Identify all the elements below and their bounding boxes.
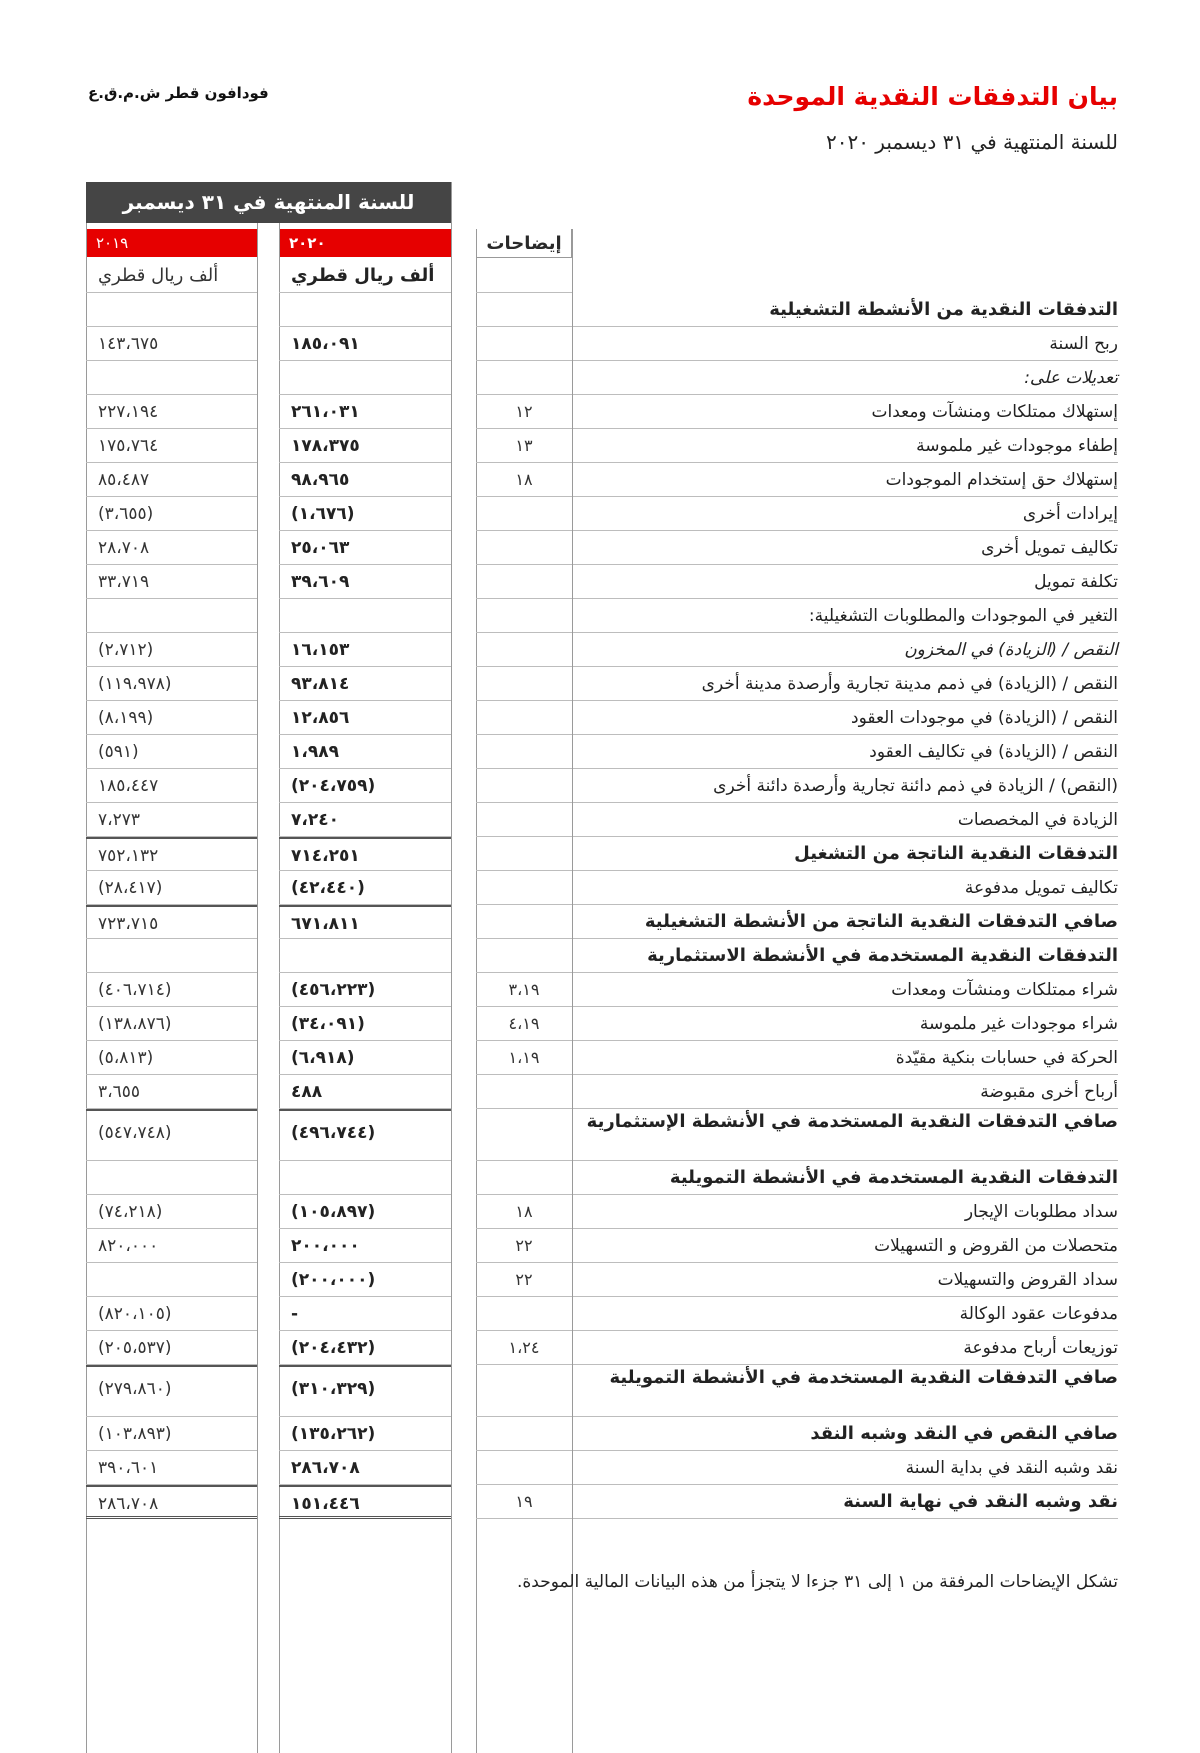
table-row (0, 1229, 1200, 1263)
unit-note-cell (476, 259, 572, 293)
row-value-2020 (279, 939, 451, 973)
row-note (476, 939, 572, 973)
row-value-2019: ٧٢٣،٧١٥ (86, 905, 257, 939)
row-note (476, 531, 572, 565)
table-row (0, 803, 1200, 837)
row-value-2019 (86, 1161, 257, 1195)
row-value-2019: ٧،٢٧٣ (86, 803, 257, 837)
table-row (0, 735, 1200, 769)
table-row (0, 463, 1200, 497)
row-label: متحصلات من القروض و التسهيلات (573, 1229, 1118, 1263)
row-note (476, 1297, 572, 1331)
row-value-2019: (٢٧٩،٨٦٠) (86, 1365, 257, 1417)
table-row (0, 1485, 1200, 1519)
row-value-2019 (86, 1263, 257, 1297)
table-row (0, 395, 1200, 429)
row-note (476, 701, 572, 735)
row-label: التدفقات النقدية من الأنشطة التشغيلية (573, 293, 1118, 327)
table-row (0, 939, 1200, 973)
row-value-2019: (١١٩،٩٧٨) (86, 667, 257, 701)
row-note (476, 1365, 572, 1417)
table-row (0, 531, 1200, 565)
row-note (476, 497, 572, 531)
row-value-2020: ٧١٤،٢٥١ (279, 837, 451, 871)
row-note (476, 1109, 572, 1161)
row-value-2019: ٨٥،٤٨٧ (86, 463, 257, 497)
row-value-2019: (٨،١٩٩) (86, 701, 257, 735)
table-row (0, 1297, 1200, 1331)
row-note: ٢٢ (476, 1229, 572, 1263)
row-label: تكاليف تمويل أخرى (573, 531, 1118, 565)
row-note: ٣،١٩ (476, 973, 572, 1007)
row-label: إستهلاك حق إستخدام الموجودات (573, 463, 1118, 497)
year-2020-header: ٢٠٢٠ (279, 229, 451, 257)
row-value-2020: (٣١٠،٣٢٩) (279, 1365, 451, 1417)
row-value-2020: ١٦،١٥٣ (279, 633, 451, 667)
row-value-2019: (٤٠٦،٧١٤) (86, 973, 257, 1007)
table-row (0, 1109, 1200, 1161)
row-label: الزيادة في المخصصات (573, 803, 1118, 837)
row-value-2020: ٢٥،٠٦٣ (279, 531, 451, 565)
row-value-2019 (86, 361, 257, 395)
notes-column-header: إيضاحات (476, 229, 572, 258)
table-row (0, 1195, 1200, 1229)
row-value-2020: ٤٨٨ (279, 1075, 451, 1109)
table-row (0, 1263, 1200, 1297)
row-value-2019 (86, 599, 257, 633)
row-value-2020: ٣٩،٦٠٩ (279, 565, 451, 599)
period-header: للسنة المنتهية في ٣١ ديسمبر (86, 182, 451, 223)
row-label: صافي النقص في النقد وشبه النقد (573, 1417, 1118, 1451)
row-note (476, 1417, 572, 1451)
row-note: ١٣ (476, 429, 572, 463)
unit-2020: ألف ريال قطري (279, 259, 451, 293)
row-value-2020 (279, 293, 451, 327)
row-label: النقص / (الزيادة) في موجودات العقود (573, 701, 1118, 735)
row-value-2020 (279, 361, 451, 395)
table-row (0, 565, 1200, 599)
row-label: سداد مطلوبات الإيجار (573, 1195, 1118, 1229)
row-value-2019: (٢٨،٤١٧) (86, 871, 257, 905)
statement-title: بيان التدفقات النقدية الموحدة (747, 82, 1118, 111)
units-row (0, 259, 1200, 293)
row-value-2020: (٤٥٦،٢٢٣) (279, 973, 451, 1007)
row-label: شراء ممتلكات ومنشآت ومعدات (573, 973, 1118, 1007)
row-label: ربح السنة (573, 327, 1118, 361)
row-value-2020: (٣٤،٠٩١) (279, 1007, 451, 1041)
row-value-2020: ٢٨٦،٧٠٨ (279, 1451, 451, 1485)
row-label: مدفوعات عقود الوكالة (573, 1297, 1118, 1331)
row-note: ١٨ (476, 463, 572, 497)
row-value-2019: ٨٢٠،٠٠٠ (86, 1229, 257, 1263)
row-value-2020: ٩٣،٨١٤ (279, 667, 451, 701)
row-note (476, 361, 572, 395)
row-note: ١،٢٤ (476, 1331, 572, 1365)
row-label: صافي التدفقات النقدية المستخدمة في الأنشطة الإستثمارية (573, 1109, 1118, 1161)
row-label: التغير في الموجودات والمطلوبات التشغيلية: (573, 599, 1118, 633)
table-row (0, 837, 1200, 871)
row-value-2020: (١،٦٧٦) (279, 497, 451, 531)
row-value-2019 (86, 939, 257, 973)
table-row (0, 973, 1200, 1007)
row-label: تكاليف تمويل مدفوعة (573, 871, 1118, 905)
row-value-2019: (٨٢٠،١٠٥) (86, 1297, 257, 1331)
row-note (476, 293, 572, 327)
table-row (0, 769, 1200, 803)
row-label: تعديلات على: (573, 361, 1118, 395)
row-value-2020: ٧،٢٤٠ (279, 803, 451, 837)
table-row (0, 701, 1200, 735)
row-value-2020: (٢٠٤،٧٥٩) (279, 769, 451, 803)
row-note (476, 1161, 572, 1195)
row-value-2019: ٧٥٢،١٣٢ (86, 837, 257, 871)
row-value-2019: (٧٤،٢١٨) (86, 1195, 257, 1229)
row-label: توزيعات أرباح مدفوعة (573, 1331, 1118, 1365)
row-value-2019: (٢،٧١٢) (86, 633, 257, 667)
table-row (0, 633, 1200, 667)
row-note (476, 1075, 572, 1109)
table-row (0, 1075, 1200, 1109)
row-note (476, 905, 572, 939)
row-note: ٤،١٩ (476, 1007, 572, 1041)
table-row (0, 497, 1200, 531)
row-note: ١٨ (476, 1195, 572, 1229)
row-value-2019: ٣٣،٧١٩ (86, 565, 257, 599)
statement-period: للسنة المنتهية في ٣١ ديسمبر ٢٠٢٠ (825, 130, 1118, 154)
row-label: نقد وشبه النقد في بداية السنة (573, 1451, 1118, 1485)
row-label: (النقص) / الزيادة في ذمم دائنة تجارية وأرصدة دائنة أخرى (573, 769, 1118, 803)
row-label: النقص / (الزيادة) في ذمم مدينة تجارية وأرصدة مدينة أخرى (573, 667, 1118, 701)
row-value-2020: ١٢،٨٥٦ (279, 701, 451, 735)
row-label: شراء موجودات غير ملموسة (573, 1007, 1118, 1041)
table-row (0, 1007, 1200, 1041)
row-note (476, 1451, 572, 1485)
table-row (0, 1041, 1200, 1075)
row-value-2020 (279, 1161, 451, 1195)
row-label: النقص / (الزيادة) في تكاليف العقود (573, 735, 1118, 769)
table-row (0, 361, 1200, 395)
table-row (0, 871, 1200, 905)
row-value-2019: (٥٤٧،٧٤٨) (86, 1109, 257, 1161)
row-value-2020 (279, 599, 451, 633)
row-label: الحركة في حسابات بنكية مقيّدة (573, 1041, 1118, 1075)
table-row (0, 1331, 1200, 1365)
row-value-2020: (٢٠٤،٤٣٢) (279, 1331, 451, 1365)
year-2019-header: ٢٠١٩ (86, 229, 257, 257)
row-value-2020: (١٠٥،٨٩٧) (279, 1195, 451, 1229)
row-value-2019 (86, 293, 257, 327)
row-label: صافي التدفقات النقدية المستخدمة في الأنشطة التمويلية (573, 1365, 1118, 1417)
row-label: التدفقات النقدية المستخدمة في الأنشطة الاستثمارية (573, 939, 1118, 973)
unit-2019: ألف ريال قطري (86, 259, 257, 293)
row-value-2019: ١٤٣،٦٧٥ (86, 327, 257, 361)
row-note: ١٩ (476, 1485, 572, 1519)
table-row (0, 667, 1200, 701)
table-row (0, 327, 1200, 361)
row-label: نقد وشبه النقد في نهاية السنة (573, 1485, 1118, 1519)
row-note (476, 769, 572, 803)
row-note: ٢٢ (476, 1263, 572, 1297)
row-note (476, 327, 572, 361)
row-label: التدفقات النقدية الناتجة من التشغيل (573, 837, 1118, 871)
row-label: إيرادات أخرى (573, 497, 1118, 531)
row-label: صافي التدفقات النقدية الناتجة من الأنشطة التشغيلية (573, 905, 1118, 939)
row-note (476, 633, 572, 667)
row-value-2020: - (279, 1297, 451, 1331)
row-value-2019: (١٣٨،٨٧٦) (86, 1007, 257, 1041)
row-label: النقص / (الزيادة) في المخزون (573, 633, 1118, 667)
row-value-2019: (٣،٦٥٥) (86, 497, 257, 531)
row-value-2019: (٢٠٥،٥٣٧) (86, 1331, 257, 1365)
row-value-2020: (٦،٩١٨) (279, 1041, 451, 1075)
row-value-2020: ٦٧١،٨١١ (279, 905, 451, 939)
table-row (0, 905, 1200, 939)
row-label: إطفاء موجودات غير ملموسة (573, 429, 1118, 463)
row-value-2019: ١٧٥،٧٦٤ (86, 429, 257, 463)
row-note (476, 599, 572, 633)
row-note: ١٢ (476, 395, 572, 429)
row-value-2020: (٢٠٠،٠٠٠) (279, 1263, 451, 1297)
table-row (0, 1365, 1200, 1417)
row-label: التدفقات النقدية المستخدمة في الأنشطة التمويلية (573, 1161, 1118, 1195)
row-value-2020: (٤٩٦،٧٤٤) (279, 1109, 451, 1161)
table-row (0, 293, 1200, 327)
row-value-2019: ٢٨٦،٧٠٨ (86, 1485, 257, 1519)
table-row (0, 1161, 1200, 1195)
row-value-2019: ٢٢٧،١٩٤ (86, 395, 257, 429)
row-value-2020: (٤٢،٤٤٠) (279, 871, 451, 905)
row-value-2019: (١٠٣،٨٩٣) (86, 1417, 257, 1451)
row-note (476, 735, 572, 769)
row-value-2019: (٥،٨١٣) (86, 1041, 257, 1075)
row-value-2019: ٣٩٠،٦٠١ (86, 1451, 257, 1485)
row-value-2020: (١٣٥،٢٦٢) (279, 1417, 451, 1451)
table-row (0, 429, 1200, 463)
row-note (476, 837, 572, 871)
row-note (476, 667, 572, 701)
row-label: تكلفة تمويل (573, 565, 1118, 599)
table-row (0, 1417, 1200, 1451)
row-value-2020: ١٥١،٤٤٦ (279, 1485, 451, 1519)
row-value-2020: ٩٨،٩٦٥ (279, 463, 451, 497)
row-note (476, 565, 572, 599)
row-value-2019: ٢٨،٧٠٨ (86, 531, 257, 565)
row-note (476, 803, 572, 837)
table-row (0, 1451, 1200, 1485)
row-value-2020: ١٧٨،٣٧٥ (279, 429, 451, 463)
row-label: إستهلاك ممتلكات ومنشآت ومعدات (573, 395, 1118, 429)
row-label: أرباح أخرى مقبوضة (573, 1075, 1118, 1109)
row-label: سداد القروض والتسهيلات (573, 1263, 1118, 1297)
row-value-2020: ١٨٥،٠٩١ (279, 327, 451, 361)
footnote: تشكل الإيضاحات المرفقة من ١ إلى ٣١ جزءا لا يتجزأ من هذه البيانات المالية الموحدة. (516, 1572, 1118, 1592)
row-value-2020: ١،٩٨٩ (279, 735, 451, 769)
row-value-2019: ٣،٦٥٥ (86, 1075, 257, 1109)
row-value-2019: ١٨٥،٤٤٧ (86, 769, 257, 803)
row-note (476, 871, 572, 905)
table-row (0, 599, 1200, 633)
company-name: فودافون قطر ش.م.ق.ع (88, 84, 269, 102)
row-note: ١،١٩ (476, 1041, 572, 1075)
row-value-2019: (٥٩١) (86, 735, 257, 769)
row-value-2020: ٢٦١،٠٣١ (279, 395, 451, 429)
row-value-2020: ٢٠٠،٠٠٠ (279, 1229, 451, 1263)
